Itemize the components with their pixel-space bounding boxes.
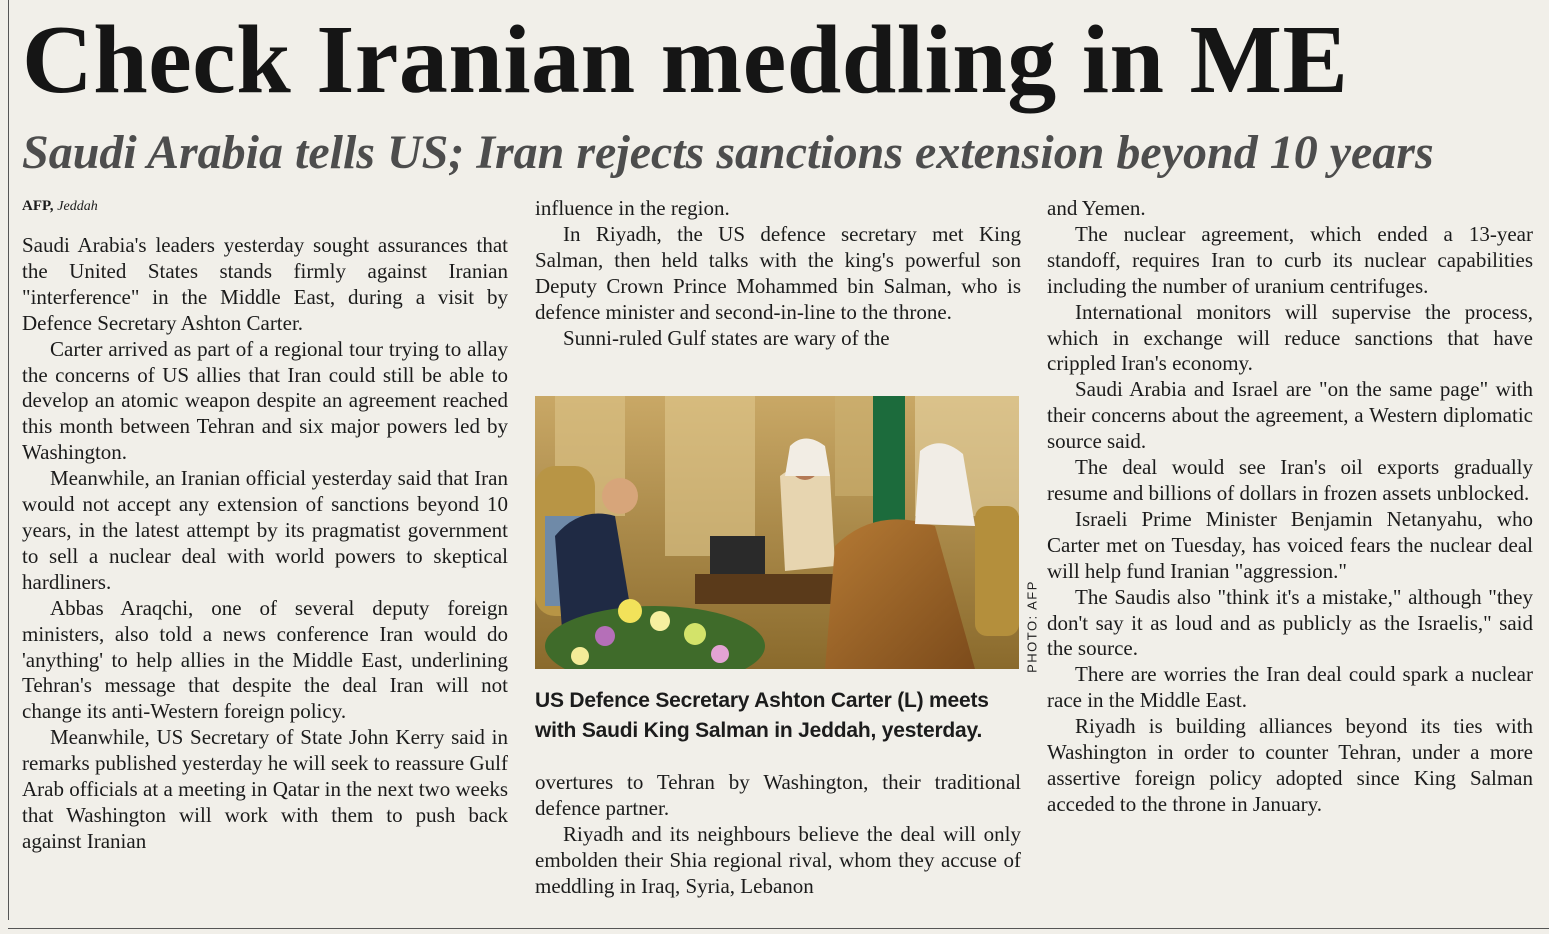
article-column-3 [1047,196,1533,818]
article-column-1 [22,196,508,855]
article-column-2-top [535,196,1021,351]
paragraph: overtures to Tehran by Washington, their traditional defence partner. [535,770,1021,820]
paragraph: There are worries the Iran deal could spark a nuclear race in the Middle East. [1047,662,1533,713]
paragraph: International monitors will supervise the process, which in exchange will reduce sanctions that have crippled Iran's economy. [1047,299,1533,376]
byline-place: Jeddah [57,199,98,214]
page-border-bottom [8,928,1549,929]
byline-agency: AFP, [22,198,54,214]
paragraph: Meanwhile, US Secretary of State John Kerry said in remarks published yesterday he will seek to reassure Gulf Arab officials at a meeting in Qatar in the next two weeks that Washington will work with them to push back against Iranian [22,725,508,853]
photo-credit [1021,575,1045,685]
subheadline: Saudi Arabia tells US; Iran rejects sanctions extension beyond 10 years [22,126,1434,179]
photo-illustration [535,396,1019,669]
paragraph: influence in the region. [535,196,730,220]
article-column-2-bottom [535,770,1021,900]
byline [22,196,508,217]
paragraph: In Riyadh, the US defence secretary met King Salman, then held talks with the king's powerful son Deputy Crown Prince Mohammed bin Salman, who is defence minister and second-in-line to the throne. [535,221,1021,324]
photo-credit-text: PHOTO: AFP [1024,580,1040,673]
paragraph: Carter arrived as part of a regional tour trying to allay the concerns of US allies that Iran could still be able to develop an atomic weapon despite an agreement reached this month between Tehran and six major powers led by Washington. [22,336,508,465]
photo-caption: US Defence Secretary Ashton Carter (L) meets with Saudi King Salman in Jeddah, yesterday. [535,689,989,742]
paragraph: Riyadh is building alliances beyond its ties with Washington in order to counter Tehran, under a more assertive foreign policy adopted since King Salman acceded to the throne in January. [1047,714,1533,816]
paragraph: Riyadh and its neighbours believe the deal will only embolden their Shia regional rival, whom they accuse of meddling in Iraq, Syria, Lebanon [535,821,1021,898]
paragraph: The Saudis also "think it's a mistake," although "they don't say it as loud and as publicly as the Israelis," said the source. [1047,584,1533,661]
page-border-left [8,0,9,920]
paragraph: The nuclear agreement, which ended a 13-year standoff, requires Iran to curb its nuclear capabilities including the number of uranium centrifuges. [1047,221,1533,298]
paragraph: Sunni-ruled Gulf states are wary of the [563,325,890,350]
paragraph: Abbas Araqchi, one of several deputy foreign ministers, also told a news conference Iran would do 'anything' to help allies in the Middle East, underlining Tehran's message that despite the deal Iran will not change its anti-Western foreign policy. [22,595,508,724]
paragraph: Meanwhile, an Iranian official yesterday said that Iran would not accept any extension of sanctions beyond 10 years, in the latest attempt by its pragmatist government to sell a nuclear deal with world powers to skeptical hardliners. [22,466,508,594]
paragraph: Israeli Prime Minister Benjamin Netanyahu, who Carter met on Tuesday, has voiced fears the nuclear deal will help fund Iranian "aggression." [1047,506,1533,583]
news-photo [535,396,1019,669]
paragraph: The deal would see Iran's oil exports gradually resume and billions of dollars in frozen assets unblocked. [1047,455,1533,505]
paragraph: Saudi Arabia and Israel are "on the same page" with their concerns about the agreement, a Western diplomatic source said. [1047,377,1533,454]
headline: Check Iranian meddling in ME [22,6,1349,114]
paragraph: and Yemen. [1047,196,1146,220]
paragraph: Saudi Arabia's leaders yesterday sought assurances that the United States stands firmly against Iranian "interference" in the Middle East, during a visit by Defence Secretary Ashton Carter. [22,233,508,335]
